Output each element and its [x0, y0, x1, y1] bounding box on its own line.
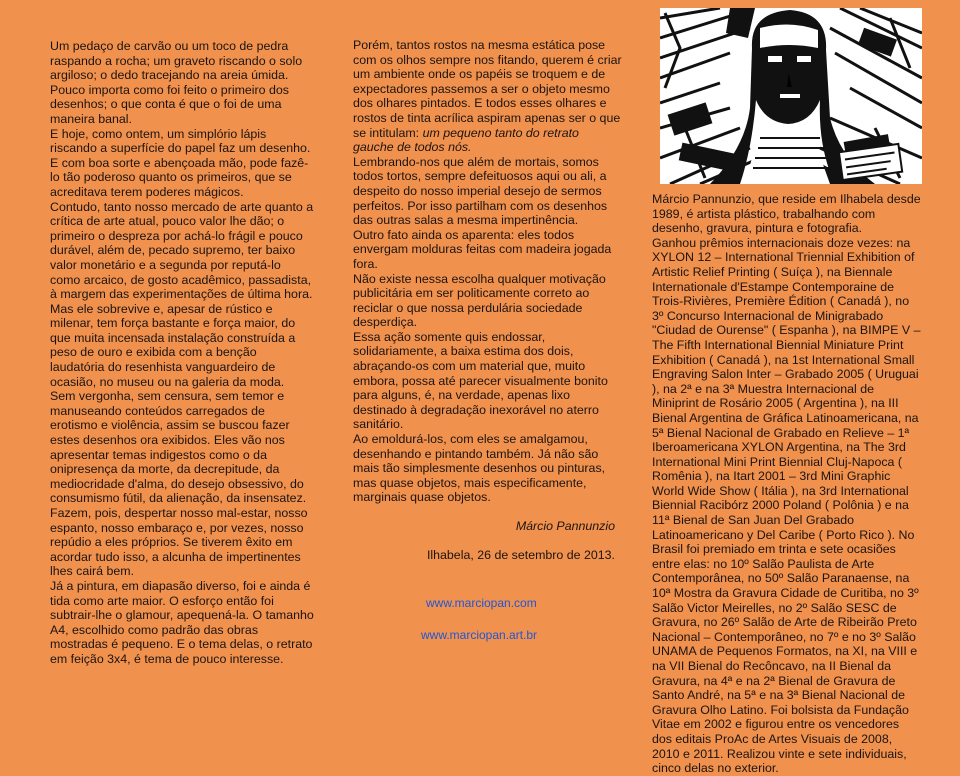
- quoted-title: um pequeno tanto do retrato gauche de todos nós.: [353, 125, 579, 155]
- paragraph: Não existe nessa escolha qualquer motivação publicitária em ser politicamente correto ao reciclar o que nossa perdulária sociedade desperdiça.: [353, 271, 606, 330]
- artist-awards: Ganhou prêmios internacionais doze vezes: na XYLON 12 – International Triennial Exhibition of Artistic Relief Printing ( Suíça ), na Biennale Internationale d'Estampe Contemporaine de Trois-Rivières, Première Édition ( Canadá ), no 3º Concurso Internacional de Minigrabado "Ciudad de Ourense" ( Espanha ), na BIMPE V – The Fifth International Biennial Miniature Print Exhibition ( Canadá ), na 1st International Small Engraving Salon Inter – Grabado 2005 ( Uruguai ), na 2ª e na 3ª Muestra Internacional de Miniprint de Rosário 2005 ( Argentina ), na III Bienal Argentina de Gráfica Latinoamericana, na 5ª Bienal Nacional de Grabado en Relieve – 1ª Iberoamericana XYLON Argentina, na The 3rd International Mini Print Biennial Cluj-Napoca ( Romênia ), na Itart 2001 – 3rd Mini Graphic World Wide Show ( Itália ), na 3rd International Biennial Racibórz 2000 Poland ( Polônia ) e na 11ª Bienal de San Juan Del Grabado Latinoamericano y Del Caribe ( Porto Rico ). No Brasil foi premiado em trinta e sete ocasiões entre elas: no 10º Salão Paulista de Arte Contemporânea, no 50º Salão Paranaense, na 10ª Mostra da Gravura Cidade de Curitiba, no 3º Salão Victor Meirelles, no 2º Salão SESC de Gravura, no 26º Salão de Arte de Ribeirão Preto Nacional – Contemporâneo, no 7º e no 3º Salão UNAMA de Pequenos Formatos, na XI, na VIII e na VII Bienal do Recôncavo, na II Bienal da Gravura, na 4ª e na 2ª Bienal de Gravura de Santo André, na 5ª e na 3ª Bienal Nacional de Gravura Olho Latino. Foi bolsista da Fundação Vitae em 2002 e figurou entre os vencedores dos editais ProAc de Artes Visuais de 2008, 2010 e 2011. Realizou vinte e sete individuais, cinco delas no exterior.: [652, 235, 921, 776]
- paragraph: Ao emoldurá-los, com eles se amalgamou, desenhando e pintando também. Já não são mais tão simplesmente desenhos ou pinturas, mas quase objetos, mais especificamente, marginais quase objetos.: [353, 432, 606, 505]
- author-signature: [353, 519, 623, 534]
- paragraph: Sem vergonha, sem censura, sem temor e manuseando conteúdos carregados de erotismo e violência, assim se buscou fazer estes desenhos ora exibidos. Eles vão nos apresentar temas indigestos como o da onipresença da morte, da decrepitude, da mediocridade d'alma, do desejo obsessivo, do consumismo fútil, da alienação, da insensatez. Fazem, pois, despertar nosso mal-estar, nosso espanto, nosso embaraço e, por vezes, nosso repúdio a eles próprios. Se tiverem êxito em acordar tudo isso, a alcunha de impertinentes lhes cairá bem.: [50, 389, 308, 579]
- paragraph-text: Porém, tantos rostos na mesma estática pose com os olhos sempre nos fitando, querem é criar um ambiente onde os papéis se troquem e de expectadores passemos a ser o objeto mesmo dos olhares pintados. E todos esses olhares e rostos de tinta acrílica aspiram apenas ser o que se intitulam:: [353, 38, 622, 140]
- website-link[interactable]: www.marciopan.com: [426, 596, 537, 610]
- paragraph: Lembrando-nos que além de mortais, somos todos tortos, sempre defeituosos aqui ou ali, a despeito do nosso imperial desejo de sermos perfeitos. Por isso partilham com os desenhos das outras salas a mesma impertinência.: [353, 154, 608, 228]
- artist-bio: Márcio Pannunzio, que reside em Ilhabela desde 1989, é artista plástico, trabalhando com desenho, gravura, pintura e fotografia.: [652, 192, 921, 236]
- paragraph: Já a pintura, em diapasão diverso, foi e ainda é tida como arte maior. O esforço então foi subtrair-lhe o glamour, apequená-la. O tamanho A4, escolhido como padrão das obras mostradas é pequeno. E o tema delas, o retrato em feição 3x4, é tema de pouco interesse.: [50, 578, 314, 666]
- essay-column-left: [50, 39, 314, 667]
- paragraph: E hoje, como ontem, um simplório lápis riscando a superfície do papel faz um desenho. E com boa sorte e abençoada mão, pode fazê-lo tão poderoso quanto os primeiros, que se acreditava terem poderes mágicos.: [50, 126, 311, 199]
- woodcut-self-portrait-icon: [660, 8, 922, 184]
- essay-column-middle: [353, 38, 623, 562]
- website-link-alt[interactable]: www.marciopan.art.br: [421, 628, 538, 642]
- paragraph: Um pedaço de carvão ou um toco de pedra raspando a rocha; um graveto riscando o solo argiloso; o dedo tracejando na areia úmida. Pouco importa como foi feito o primeiro dos desenhos; o que conta é que o foi de uma maneira banal.: [50, 39, 303, 126]
- paragraph: Essa ação somente quis endossar, solidariamente, a baixa estima dos dois, abraçando-os com um material que, muito embora, possa até parecer visualmente bonito para alguns, é, na verdade, apenas lixo destinado à degradação inexorável no aterro sanitário.: [353, 329, 608, 432]
- place-date: Ilhabela, 26 de setembro de 2013.: [426, 547, 615, 562]
- paragraph: Contudo, tanto nosso mercado de arte quanto a crítica de arte atual, pouco valor lhe dão; o primeiro o despreza por achá-lo frágil e pouco durável, além de, pecado supremo, ter baixo valor monetário e a segunda por reputá-lo como arcaico, de gosto acadêmico, passadista, à margem das experimentações de última hora.: [50, 199, 314, 302]
- author-name: Márcio Pannunzio: [515, 519, 615, 533]
- portrait-artwork: [660, 8, 922, 184]
- paragraph: Mas ele sobrevive e, apesar de rústico e milenar, tem força bastante e força maior, do que muita incensada instalação construída a peso de ouro e exibida com a benção laudatória do resenhista vanguardeiro de ocasião, no museu ou na galeria da moda.: [50, 301, 296, 389]
- artist-bio-column: [652, 192, 922, 776]
- paragraph: [353, 38, 623, 155]
- paragraph: Outro fato ainda os aparenta: eles todos envergam molduras feitas com madeira jogada fora.: [353, 227, 612, 271]
